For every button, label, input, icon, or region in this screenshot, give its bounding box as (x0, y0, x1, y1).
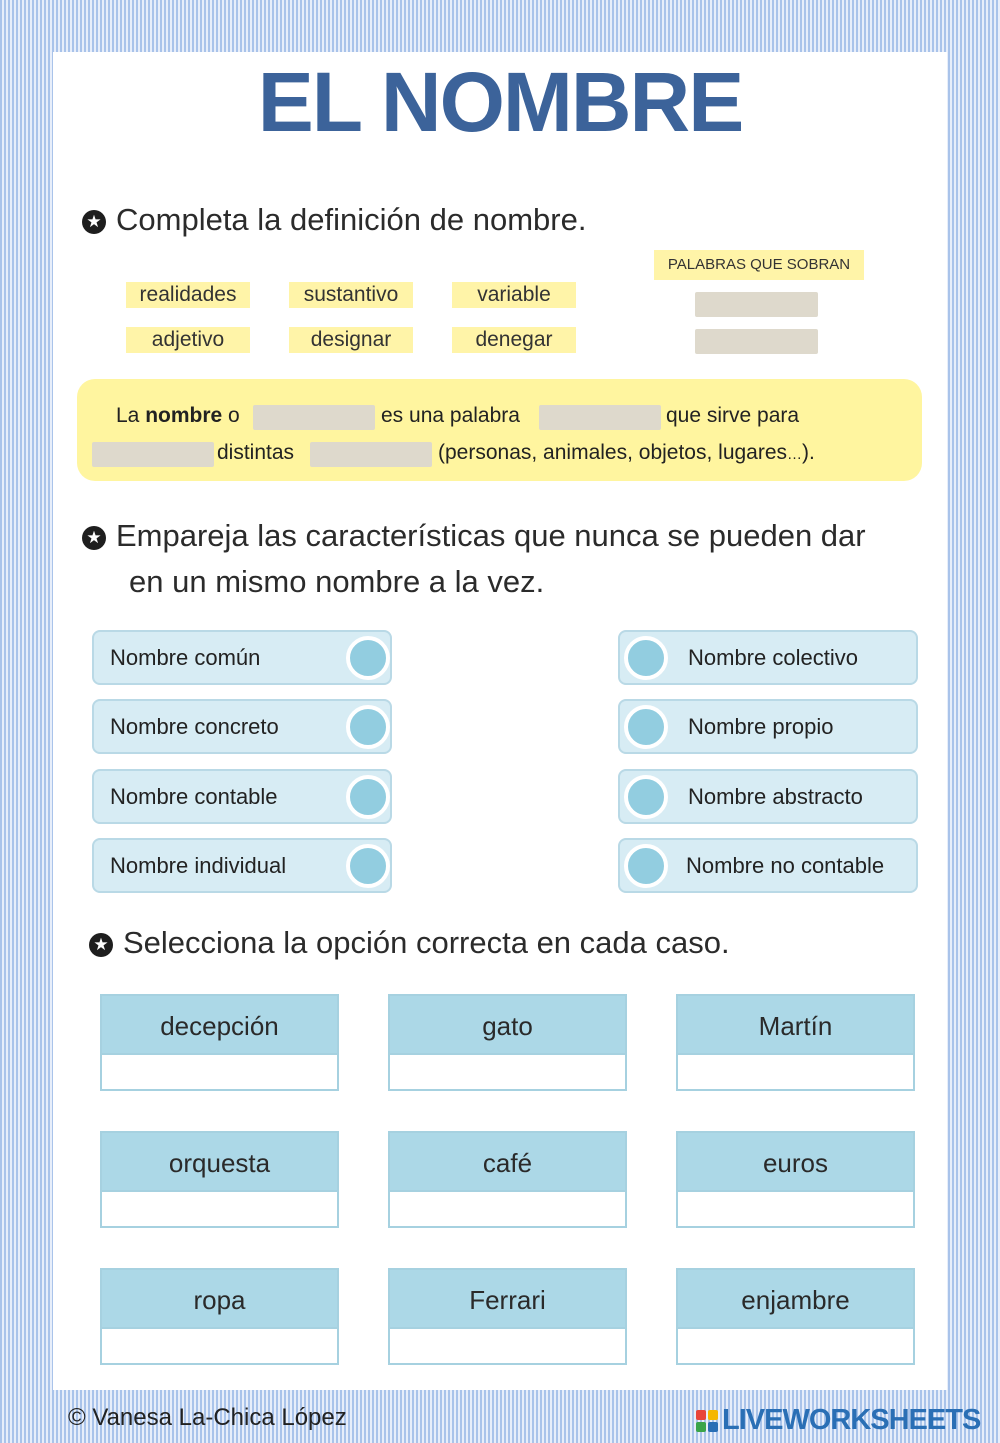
word-card (388, 1268, 627, 1365)
answer-select[interactable] (390, 1329, 625, 1363)
match-item-left[interactable]: Nombre concreto (92, 699, 392, 754)
definition-text: La nombre o (116, 404, 240, 427)
card-word: orquesta (102, 1133, 337, 1192)
word-chip[interactable]: sustantivo (289, 282, 413, 308)
card-word: gato (390, 996, 625, 1055)
match-connector[interactable] (346, 775, 390, 819)
card-word: enjambre (678, 1270, 913, 1329)
match-item-right[interactable]: Nombre abstracto (618, 769, 918, 824)
word-card (676, 1131, 915, 1228)
brand-name: LIVEWORKSHEETS (722, 1404, 981, 1436)
definition-drop-zone[interactable] (539, 405, 661, 430)
word-card (388, 994, 627, 1091)
match-connector[interactable] (624, 636, 668, 680)
definition-drop-zone[interactable] (92, 442, 214, 467)
word-card (388, 1131, 627, 1228)
definition-text: (personas, animales, objetos, lugares…). (438, 441, 815, 464)
match-item-left[interactable]: Nombre contable (92, 769, 392, 824)
card-word: café (390, 1133, 625, 1192)
page-title: EL NOMBRE (257, 55, 743, 149)
match-connector[interactable] (624, 775, 668, 819)
leftover-drop-zone[interactable] (695, 329, 818, 354)
match-item-left[interactable]: Nombre individual (92, 838, 392, 893)
match-item-right[interactable]: Nombre propio (618, 699, 918, 754)
word-card (676, 994, 915, 1091)
definition-text: es una palabra (381, 404, 520, 427)
answer-select[interactable] (678, 1329, 913, 1363)
word-chip[interactable]: variable (452, 282, 576, 308)
answer-select[interactable] (678, 1055, 913, 1089)
answer-select[interactable] (678, 1192, 913, 1226)
definition-drop-zone[interactable] (253, 405, 375, 430)
definition-drop-zone[interactable] (310, 442, 432, 467)
leftover-drop-zone[interactable] (695, 292, 818, 317)
word-chip[interactable]: denegar (452, 327, 576, 353)
card-word: Martín (678, 996, 913, 1055)
match-item-right[interactable]: Nombre no contable (618, 838, 918, 893)
match-item-left[interactable]: Nombre común (92, 630, 392, 685)
definition-text: distintas (217, 441, 295, 464)
answer-select[interactable] (102, 1329, 337, 1363)
instruction-match-line2: en un mismo nombre a la vez. (129, 564, 545, 599)
card-word: euros (678, 1133, 913, 1192)
answer-select[interactable] (390, 1192, 625, 1226)
match-connector[interactable] (346, 705, 390, 749)
instruction-complete-definition: ★ Completa la definición de nombre. (82, 197, 586, 243)
match-item-right[interactable]: Nombre colectivo (618, 630, 918, 685)
star-icon: ★ (82, 210, 106, 234)
definition-text: que sirve para (666, 404, 800, 427)
answer-select[interactable] (390, 1055, 625, 1089)
word-chip[interactable]: designar (289, 327, 413, 353)
instruction-select: ★ Selecciona la opción correcta en cada caso. (89, 920, 730, 966)
answer-select[interactable] (102, 1192, 337, 1226)
match-connector[interactable] (624, 844, 668, 888)
instruction-match: ★ Empareja las características que nunca se pueden dar (82, 513, 866, 559)
card-word: decepción (102, 996, 337, 1055)
card-word: ropa (102, 1270, 337, 1329)
match-connector[interactable] (346, 844, 390, 888)
star-icon: ★ (89, 933, 113, 957)
leftover-words-label: PALABRAS QUE SOBRAN (654, 250, 864, 280)
word-chip[interactable]: realidades (126, 282, 250, 308)
word-card (100, 994, 339, 1091)
star-icon: ★ (82, 526, 106, 550)
word-chip[interactable]: adjetivo (126, 327, 250, 353)
card-word: Ferrari (390, 1270, 625, 1329)
match-connector[interactable] (624, 705, 668, 749)
answer-select[interactable] (102, 1055, 337, 1089)
match-connector[interactable] (346, 636, 390, 680)
word-card (676, 1268, 915, 1365)
liveworksheets-logo-icon (696, 1410, 718, 1432)
liveworksheets-logo[interactable] (696, 1404, 980, 1437)
word-card (100, 1268, 339, 1365)
copyright-text: © Vanesa La-Chica López (68, 1404, 347, 1431)
word-card (100, 1131, 339, 1228)
